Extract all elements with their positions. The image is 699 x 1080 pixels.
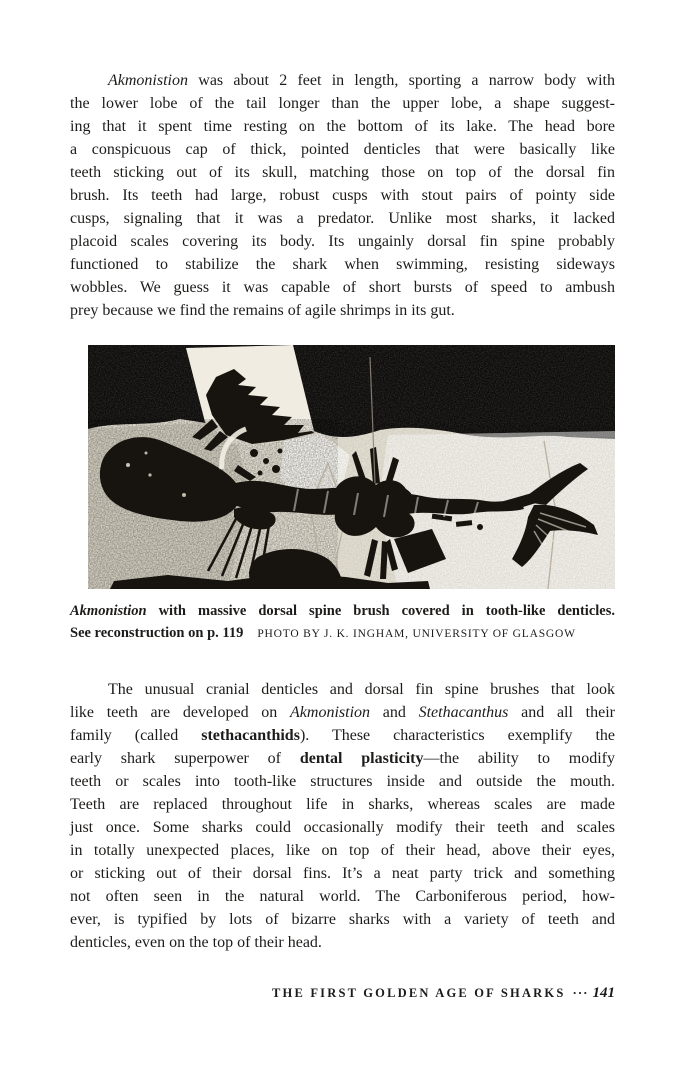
text-line: early shark superpower of dental plasticity—the ability to modify: [70, 750, 616, 767]
figure-caption: [70, 600, 615, 644]
text-line: ever, is typified by lots of bizarre sharks with a variety of teeth and: [70, 911, 615, 928]
text-line: a conspicuous cap of thick, pointed denticles that were basically like: [70, 141, 615, 158]
text-line: The unusual cranial denticles and dorsal fin spine brushes that look: [108, 681, 615, 698]
text-line: just once. Some sharks could occasionally modify their teeth and scales: [70, 819, 615, 836]
text-line: family (called stethacanthids). These characteristics exemplify the: [70, 727, 615, 744]
text-line: Akmonistion with massive dorsal spine brush covered in tooth-like denticles.: [70, 603, 615, 619]
text-line: placoid scales covering its body. Its ungainly dorsal fin spine probably: [70, 233, 615, 250]
text-line: brush. Its teeth had large, robust cusps with stout pairs of pointy side: [70, 187, 615, 204]
text-line: cusps, signaling that it was a predator. Unlike most sharks, it lacked: [70, 210, 615, 227]
text-line: in totally unexpected places, like on top of their head, above their eyes,: [70, 842, 615, 859]
text-line: Akmonistion was about 2 feet in length, sporting a narrow body with: [108, 72, 615, 89]
fossil-photo: [88, 345, 615, 589]
text-line: prey because we find the remains of agile shrimps in its gut.: [70, 302, 455, 319]
text-line: ing that it spent time resting on the bottom of its lake. The head bore: [70, 118, 615, 135]
text-line: like teeth are developed on Akmonistion and Stethacanthus and all their: [70, 704, 615, 721]
text-line: denticles, even on the top of their head.: [70, 934, 322, 951]
footer-separator: ···: [572, 985, 589, 1000]
fossil-figure: [88, 345, 615, 589]
footer-chapter-title: THE FIRST GOLDEN AGE OF SHARKS: [272, 986, 566, 1000]
running-footer: [70, 984, 615, 1002]
text-line: not often seen in the natural world. The Carboniferous period, how-: [70, 888, 615, 905]
text-line: wobbles. We guess it was capable of short bursts of speed to ambush: [70, 279, 615, 296]
footer-page-number: 141: [592, 985, 615, 1001]
text-line: teeth sticking out of its skull, matching those on top of the dorsal fin: [70, 164, 615, 181]
paragraph-akmonistion-description: [70, 69, 615, 322]
text-line: functioned to stabilize the shark when swimming, resisting sideways: [70, 256, 615, 273]
text-line: See reconstruction on p. 119 PHOTO BY J. K. INGHAM, UNIVERSITY OF GLASGOW: [70, 625, 576, 641]
text-line: teeth or scales into tooth-like structures inside and outside the mouth.: [70, 773, 615, 790]
paragraph-dental-plasticity: [70, 678, 615, 954]
text-line: or sticking out of their dorsal fins. It’s a neat party trick and something: [70, 865, 615, 882]
text-line: the lower lobe of the tail longer than the upper lobe, a shape suggest-: [70, 95, 615, 112]
text-line: Teeth are replaced throughout life in sharks, whereas scales are made: [70, 796, 615, 813]
